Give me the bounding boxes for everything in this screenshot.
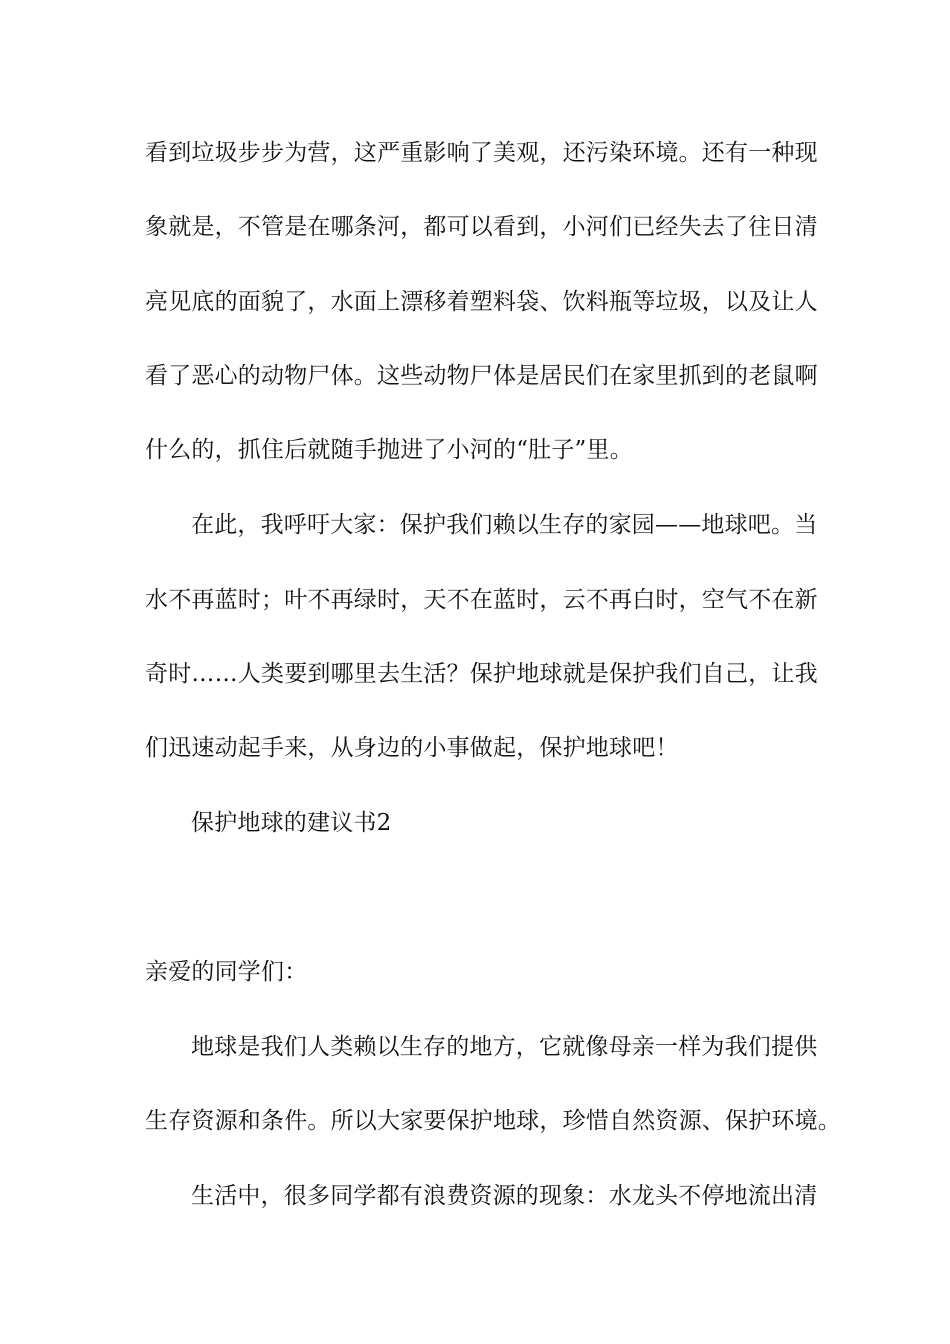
paragraph-line: 在此，我呼吁大家：保护我们赖以生存的家园——地球吧。当 — [191, 512, 818, 538]
paragraph-line: 象就是，不管是在哪条河，都可以看到，小河们已经失去了往日清 — [145, 214, 818, 240]
paragraph-line: 们迅速动起手来，从身边的小事做起，保护地球吧！ — [145, 735, 679, 761]
paragraph-line: 什么的，抓住后就随手抛进了小河的“肚子”里。 — [145, 437, 633, 463]
paragraph-line: 看到垃圾步步为营，这严重影响了美观，还污染环境。还有一种现 — [145, 140, 818, 166]
paragraph-line: 生存资源和条件。所以大家要保护地球，珍惜自然资源、保护环境。 — [145, 1108, 841, 1134]
paragraph-line: 地球是我们人类赖以生存的地方，它就像母亲一样为我们提供 — [191, 1034, 818, 1060]
section-title: 保护地球的建议书2 — [191, 810, 392, 836]
paragraph-line: 奇时……人类要到哪里去生活？保护地球就是保护我们自己，让我 — [145, 661, 818, 687]
paragraph-line: 看了恶心的动物尸体。这些动物尸体是居民们在家里抓到的老鼠啊 — [145, 363, 818, 389]
paragraph-line: 水不再蓝时；叶不再绿时，天不在蓝时，云不再白时，空气不在新 — [145, 587, 818, 613]
salutation: 亲爱的同学们： — [145, 959, 308, 985]
paragraph-line: 生活中，很多同学都有浪费资源的现象：水龙头不停地流出清 — [191, 1183, 818, 1209]
paragraph-line: 亮见底的面貌了，水面上漂移着塑料袋、饮料瓶等垃圾，以及让人 — [145, 289, 818, 315]
